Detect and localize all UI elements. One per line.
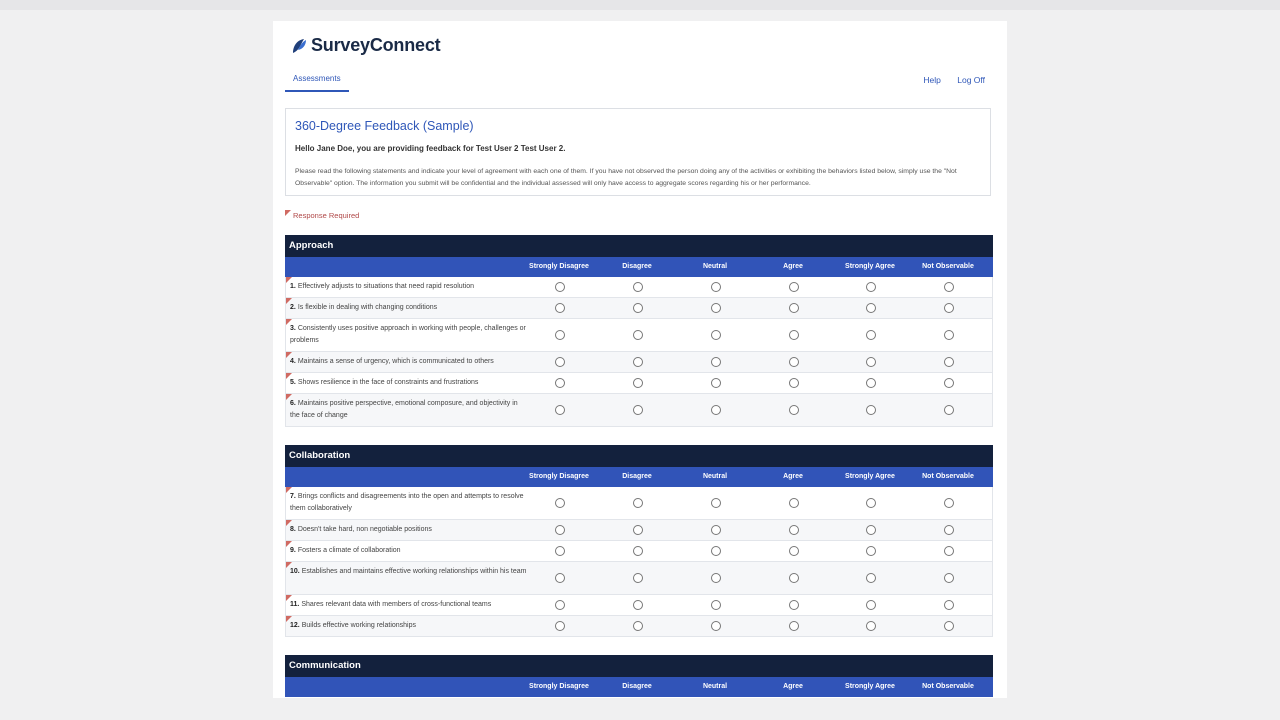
scale-header-label: Strongly Agree <box>845 473 895 480</box>
rating-radio[interactable] <box>789 546 799 556</box>
rating-radio[interactable] <box>789 600 799 610</box>
question-number: 9. <box>290 547 296 554</box>
rating-radio[interactable] <box>633 546 643 556</box>
section-1 <box>285 445 993 637</box>
question-row <box>285 487 993 520</box>
page-title: 360-Degree Feedback (Sample) <box>295 119 474 133</box>
rating-radio[interactable] <box>789 357 799 367</box>
question-row <box>285 562 993 595</box>
question-text <box>290 356 528 368</box>
question-rows <box>285 487 993 637</box>
scale-header-label: Strongly Disagree <box>529 683 589 690</box>
question-row <box>285 616 993 637</box>
rating-radio[interactable] <box>711 573 721 583</box>
section-title: Collaboration <box>285 445 993 467</box>
rating-radio[interactable] <box>944 405 954 415</box>
rating-radio[interactable] <box>944 600 954 610</box>
scale-header-label: Disagree <box>622 473 652 480</box>
question-row <box>285 394 993 427</box>
rating-radio[interactable] <box>866 621 876 631</box>
help-link[interactable]: Help <box>923 75 941 85</box>
rating-radio[interactable] <box>555 600 565 610</box>
question-row <box>285 595 993 616</box>
rating-radio[interactable] <box>866 303 876 313</box>
rating-radio[interactable] <box>555 525 565 535</box>
scale-header-label: Agree <box>783 473 803 480</box>
rating-radio[interactable] <box>866 546 876 556</box>
question-text <box>290 524 528 536</box>
instructions-text: Please read the following statements and indicate your level of agreement with each one of them. If you have not observed the person doing any of the activities or exhibiting the behaviors listed below, simply use the "Not Observable" option. The information you submit will be confidential and the individual assessed will only have access to aggregate scores regarding his or her performance. <box>295 168 957 187</box>
rating-radio[interactable] <box>633 282 643 292</box>
rating-radio[interactable] <box>633 378 643 388</box>
logoff-link[interactable]: Log Off <box>957 75 985 85</box>
scale-header <box>285 467 993 487</box>
question-row <box>285 352 993 373</box>
rating-radio[interactable] <box>555 330 565 340</box>
section-title: Communication <box>285 655 993 677</box>
question-row <box>285 520 993 541</box>
rating-radio[interactable] <box>633 573 643 583</box>
rating-radio[interactable] <box>944 573 954 583</box>
scale-header-label: Agree <box>783 263 803 270</box>
question-text <box>290 281 528 293</box>
section-0 <box>285 235 993 427</box>
rating-radio[interactable] <box>711 525 721 535</box>
question-label: Shares relevant data with members of cross-functional teams <box>301 601 492 608</box>
question-text <box>290 491 528 515</box>
rating-radio[interactable] <box>555 303 565 313</box>
rating-radio[interactable] <box>711 357 721 367</box>
rating-radio[interactable] <box>633 405 643 415</box>
rating-radio[interactable] <box>711 330 721 340</box>
rating-radio[interactable] <box>866 525 876 535</box>
question-number: 8. <box>290 526 296 533</box>
question-label: Consistently uses positive approach in working with people, challenges or problems <box>290 325 526 344</box>
question-label: Builds effective working relationships <box>301 622 416 629</box>
scale-header-label: Disagree <box>622 683 652 690</box>
question-text <box>290 566 528 578</box>
required-marker-icon <box>285 210 291 216</box>
rating-radio[interactable] <box>944 330 954 340</box>
rating-radio[interactable] <box>866 573 876 583</box>
rating-radio[interactable] <box>555 405 565 415</box>
rating-radio[interactable] <box>711 378 721 388</box>
rating-radio[interactable] <box>555 378 565 388</box>
survey-page <box>273 21 1007 698</box>
question-text <box>290 599 528 611</box>
question-number: 7. <box>290 493 296 500</box>
question-number: 3. <box>290 325 296 332</box>
question-text <box>290 302 528 314</box>
section-title: Approach <box>285 235 993 257</box>
rating-radio[interactable] <box>633 357 643 367</box>
rating-radio[interactable] <box>711 621 721 631</box>
scale-header-label: Agree <box>783 683 803 690</box>
rating-radio[interactable] <box>633 330 643 340</box>
rating-radio[interactable] <box>866 357 876 367</box>
logo <box>289 35 440 56</box>
nav-links <box>909 75 985 85</box>
question-text <box>290 620 528 632</box>
rating-radio[interactable] <box>944 303 954 313</box>
rating-radio[interactable] <box>789 498 799 508</box>
question-row <box>285 373 993 394</box>
scale-header-label: Disagree <box>622 263 652 270</box>
question-text <box>290 323 528 347</box>
question-number: 4. <box>290 358 296 365</box>
question-text <box>290 398 528 422</box>
scale-header-label: Not Observable <box>922 473 974 480</box>
question-number: 12. <box>290 622 300 629</box>
question-number: 6. <box>290 400 296 407</box>
response-required-note <box>285 211 359 220</box>
scale-header-label: Not Observable <box>922 683 974 690</box>
rating-radio[interactable] <box>555 282 565 292</box>
question-number: 10. <box>290 568 300 575</box>
rating-radio[interactable] <box>633 525 643 535</box>
scale-header-label: Neutral <box>702 473 728 480</box>
question-label: Establishes and maintains effective working relationships within his team <box>301 568 527 575</box>
scale-header-label: Neutral <box>702 263 728 270</box>
rating-radio[interactable] <box>633 498 643 508</box>
tab-assessments[interactable]: Assessments <box>285 73 349 92</box>
rating-radio[interactable] <box>633 600 643 610</box>
browser-top-strip <box>0 0 1280 10</box>
rating-radio[interactable] <box>555 621 565 631</box>
rating-radio[interactable] <box>789 282 799 292</box>
rating-radio[interactable] <box>866 330 876 340</box>
question-label: Shows resilience in the face of constraints and frustrations <box>297 379 479 386</box>
question-label: Brings conflicts and disagreements into the open and attempts to resolve them collaboratively <box>290 493 524 512</box>
rating-radio[interactable] <box>866 405 876 415</box>
intro-panel <box>285 108 991 196</box>
question-label: Effectively adjusts to situations that need rapid resolution <box>297 283 474 290</box>
question-row <box>285 298 993 319</box>
question-number: 11. <box>290 601 300 608</box>
rating-radio[interactable] <box>711 546 721 556</box>
rating-radio[interactable] <box>789 330 799 340</box>
scale-header-label: Strongly Agree <box>845 683 895 690</box>
rating-radio[interactable] <box>789 573 799 583</box>
brand-name: SurveyConnect <box>311 35 441 55</box>
scale-header-label: Strongly Disagree <box>529 263 589 270</box>
rating-radio[interactable] <box>555 546 565 556</box>
rating-radio[interactable] <box>555 357 565 367</box>
rating-radio[interactable] <box>866 600 876 610</box>
rating-radio[interactable] <box>633 621 643 631</box>
scale-header-label: Not Observable <box>922 263 974 270</box>
question-number: 1. <box>290 283 296 290</box>
question-row <box>285 277 993 298</box>
rating-radio[interactable] <box>866 378 876 388</box>
rating-radio[interactable] <box>711 405 721 415</box>
rating-radio[interactable] <box>711 303 721 313</box>
top-nav <box>285 73 993 91</box>
scale-header-label: Neutral <box>702 683 728 690</box>
question-rows <box>285 277 993 427</box>
question-row <box>285 319 993 352</box>
question-number: 2. <box>290 304 296 311</box>
scale-header-label: Strongly Agree <box>845 263 895 270</box>
rating-radio[interactable] <box>944 282 954 292</box>
question-number: 5. <box>290 379 296 386</box>
rating-radio[interactable] <box>789 405 799 415</box>
rating-radio[interactable] <box>633 303 643 313</box>
question-row <box>285 541 993 562</box>
rating-radio[interactable] <box>944 546 954 556</box>
greeting-text: Hello Jane Doe, you are providing feedback for Test User 2 Test User 2. <box>295 144 566 153</box>
response-required-label: Response Required <box>293 211 360 220</box>
question-text <box>290 545 528 557</box>
rating-radio[interactable] <box>711 498 721 508</box>
section-2 <box>285 655 993 697</box>
question-label: Maintains positive perspective, emotional composure, and objectivity in the face of change <box>290 400 518 419</box>
rating-radio[interactable] <box>711 600 721 610</box>
question-label: Doesn't take hard, non negotiable positions <box>297 526 432 533</box>
scale-header <box>285 257 993 277</box>
rating-radio[interactable] <box>944 498 954 508</box>
question-label: Is flexible in dealing with changing conditions <box>297 304 438 311</box>
rating-radio[interactable] <box>944 378 954 388</box>
rating-radio[interactable] <box>866 498 876 508</box>
rating-radio[interactable] <box>944 525 954 535</box>
question-label: Maintains a sense of urgency, which is communicated to others <box>297 358 494 365</box>
rating-radio[interactable] <box>789 303 799 313</box>
rating-radio[interactable] <box>944 357 954 367</box>
scale-header <box>285 677 993 697</box>
rating-radio[interactable] <box>789 378 799 388</box>
rating-radio[interactable] <box>789 525 799 535</box>
rating-radio[interactable] <box>789 621 799 631</box>
question-label: Fosters a climate of collaboration <box>297 547 401 554</box>
scale-header-label: Strongly Disagree <box>529 473 589 480</box>
rating-radio[interactable] <box>555 498 565 508</box>
question-text <box>290 377 528 389</box>
rating-radio[interactable] <box>555 573 565 583</box>
rating-radio[interactable] <box>944 621 954 631</box>
logo-icon <box>289 36 309 56</box>
rating-radio[interactable] <box>711 282 721 292</box>
rating-radio[interactable] <box>866 282 876 292</box>
